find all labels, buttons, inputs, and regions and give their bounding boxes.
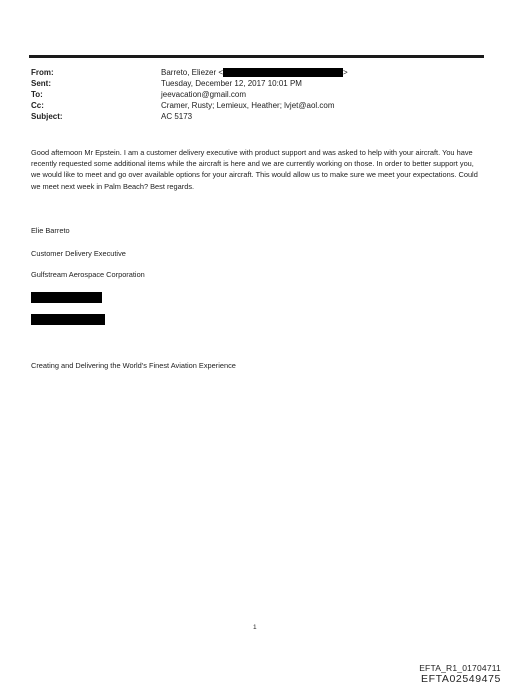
page-number: 1 <box>253 624 257 631</box>
sent-label: Sent: <box>31 79 51 88</box>
signature-title: Customer Delivery Executive <box>31 249 126 258</box>
to-value: jeevacation@gmail.com <box>161 90 247 99</box>
from-name: Barreto, Eliezer < <box>161 68 224 77</box>
bates-number-2: EFTA02549475 <box>421 673 501 685</box>
subject-label: Subject: <box>31 112 63 121</box>
bates-number-1: EFTA_R1_01704711 <box>419 663 501 673</box>
signature-tagline: Creating and Delivering the World's Finest Aviation Experience <box>31 361 236 370</box>
signature-name: Elie Barreto <box>31 226 70 235</box>
cc-value: Cramer, Rusty; Lemieux, Heather; lvjet@aol.com <box>161 101 335 110</box>
header-divider <box>29 55 484 58</box>
cc-label: Cc: <box>31 101 44 110</box>
signature-company: Gulfstream Aerospace Corporation <box>31 270 145 279</box>
from-label: From: <box>31 68 54 77</box>
email-body: Good afternoon Mr Epstein. I am a customer delivery executive with product support and was asked to help with your aircraft. You have recently requested some additional items while the aircraft is here and we are currently working on those. In order to better support you, we would like to meet and go over available options for your aircraft. This would allow us to make sure we meet your expectations. Could we meet next week in Palm Beach? Best regards. <box>31 148 478 191</box>
sent-value: Tuesday, December 12, 2017 10:01 PM <box>161 79 302 88</box>
redacted-block-2 <box>31 314 105 325</box>
redacted-block-1 <box>31 292 102 303</box>
redacted-email <box>223 68 343 77</box>
from-suffix: > <box>343 68 348 77</box>
from-value <box>161 67 348 78</box>
to-label: To: <box>31 90 43 99</box>
subject-value: AC 5173 <box>161 112 193 121</box>
